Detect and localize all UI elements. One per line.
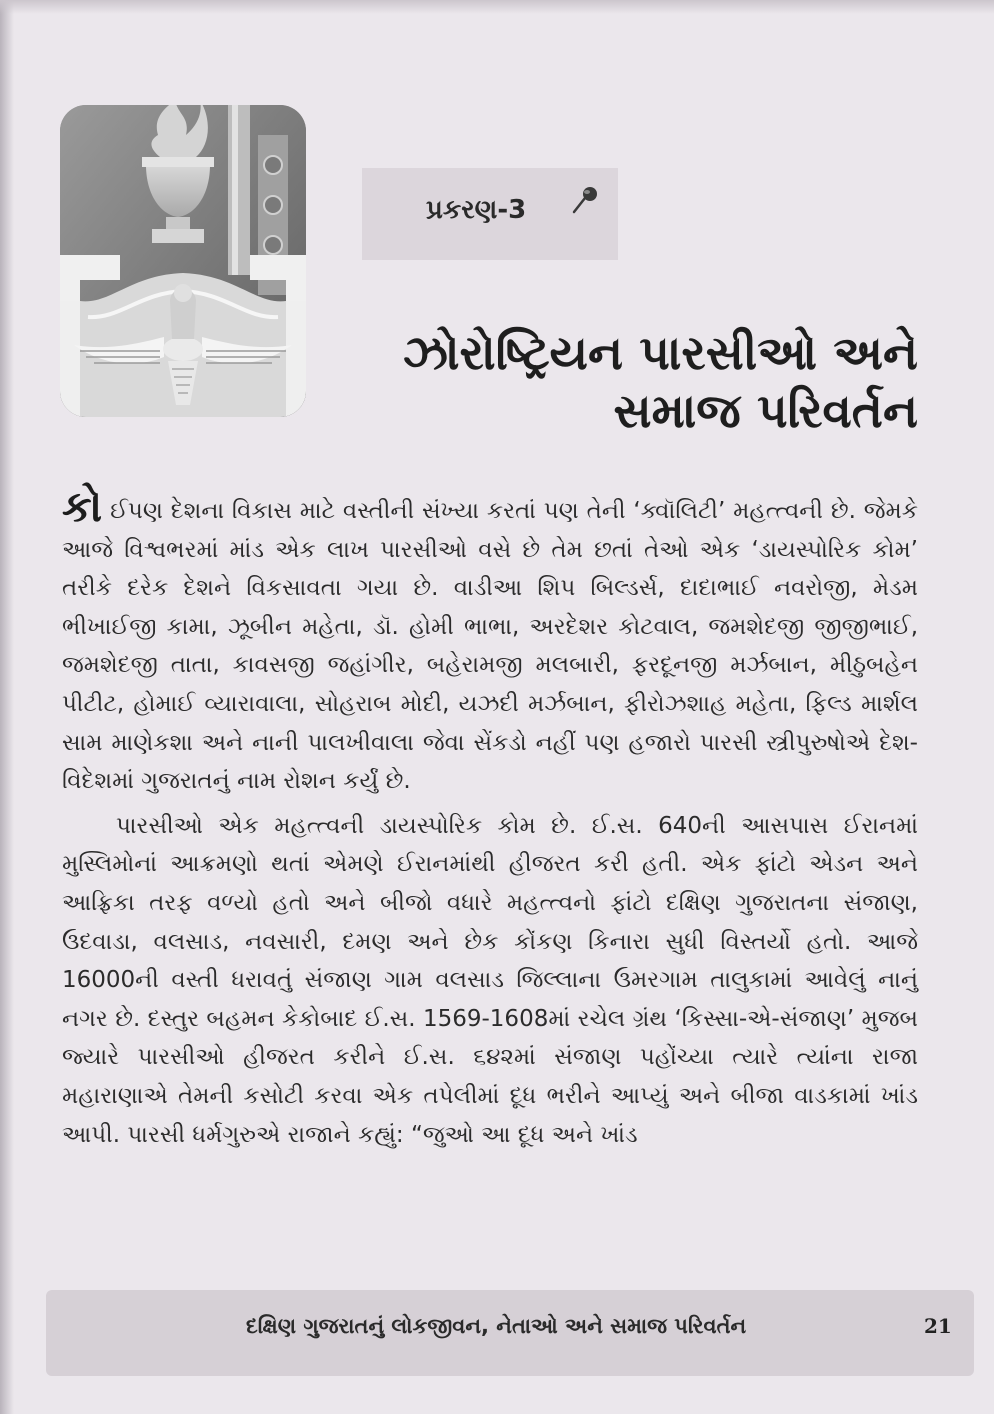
paragraph-1 bbox=[62, 482, 918, 801]
drop-cap: કો bbox=[62, 482, 103, 531]
chapter-label: પ્રકરણ-3 bbox=[426, 195, 527, 225]
paragraph-2: પારસીઓ એક મહત્ત્વની ડાયસ્પોરિક કોમ છે. ઈ.સ. 640ની આસપાસ ઈરાનમાં મુસ્લિમોનાં આક્રમણો થતાં એમણે ઈરાનમાંથી હીજરત કરી હતી. એક ફાંટો એડન અને આફ્રિકા તરફ વળ્યો હતો અને બીજો વધારે મહત્ત્વનો ફાંટો દક્ષિણ ગુજરાતના સંજાણ, ઉદવાડા, વલસાડ, નવસારી, દમણ અને છેક કોંકણ કિનારા સુધી વિસ્તર્યો હતો. આજે 16000ની વસ્તી ધરાવતું સંજાણ ગામ વલસાડ જિલ્લાના ઉમરગામ તાલુકામાં આવેલું નાનું નગર છે. દસ્તુર બહમન કેકોબાદ ઈ.સ. 1569-1608માં રચેલ ગ્રંથ ‘કિસ્સા-એ-સંજાણ’ મુજબ જ્યારે પારસીઓ હીજરત કરીને ઈ.સ. ૬૪૨માં સંજાણ પહોંચ્યા ત્યારે ત્યાંના રાજા મહારાણાએ તેમની કસોટી કરવા એક તપેલીમાં દૂધ ભરીને આપ્યું અને બીજા વાડકામાં ખાંડ આપી. પારસી ધર્મગુરુએ રાજાને કહ્યું: “જુઓ આ દૂધ અને ખાંડ bbox=[62, 812, 918, 1148]
page-top-shadow bbox=[0, 0, 994, 14]
paragraph-1-text: ઈપણ દેશના વિકાસ માટે વસ્તીની સંખ્યા કરતાં પણ તેની ‘ક્વૉલિટી’ મહત્ત્વની છે. જેમકે આજે વિશ્વભરમાં માંડ એક લાખ પારસીઓ વસે છે તેમ છતાં તેઓ એક ‘ડાયસ્પોરિક કોમ’ તરીકે દરેક દેશને વિકસાવતા ગયા છે. વાડીઆ શિપ બિલ્ડર્સ, દાદાભાઈ નવરોજી, મેડમ ભીખાઈજી કામા, ઝૂબીન મહેતા, ડૉ. હોમી ભાભા, અરદેશર કોટવાલ, જમશેદજી જીજીભાઈ, જમશેદજી તાતા, કાવસજી જહાંગીર, બહેરામજી મલબારી, ફરદૂનજી મર્ઝબાન, મીઠુબહેન પીટીટ, હોમાઈ વ્યારાવાલા, સોહરાબ મોદી, યઝદી મર્ઝબાન, ફીરોઝશાહ મહેતા, ફિલ્ડ માર્શલ સામ માણેકશા અને નાની પાલખીવાલા જેવા સેંકડો નહીં પણ હજારો પારસી સ્ત્રીપુરુષોએ દેશ-વિદેશમાં ગુજરાતનું નામ રોશન કર્યું છે. bbox=[62, 498, 918, 795]
chapter-title-line-1: ઝોરોષ્ટ્રિયન પારસીઓ અને bbox=[402, 326, 918, 381]
page-edge-shadow bbox=[0, 0, 14, 1414]
faravahar-illustration bbox=[60, 105, 306, 417]
body-text bbox=[62, 482, 918, 1154]
chapter-title-line-2: સમાજ પરિવર્તન bbox=[613, 384, 918, 439]
faravahar-photo bbox=[60, 105, 306, 417]
push-pin-icon bbox=[570, 182, 604, 220]
page-number: 21 bbox=[924, 1314, 952, 1338]
footer-book-title: દક્ષિણ ગુજરાતનું લોકજીવન, નેતાઓ અને સમાજ પરિવર્તન bbox=[246, 1314, 747, 1338]
